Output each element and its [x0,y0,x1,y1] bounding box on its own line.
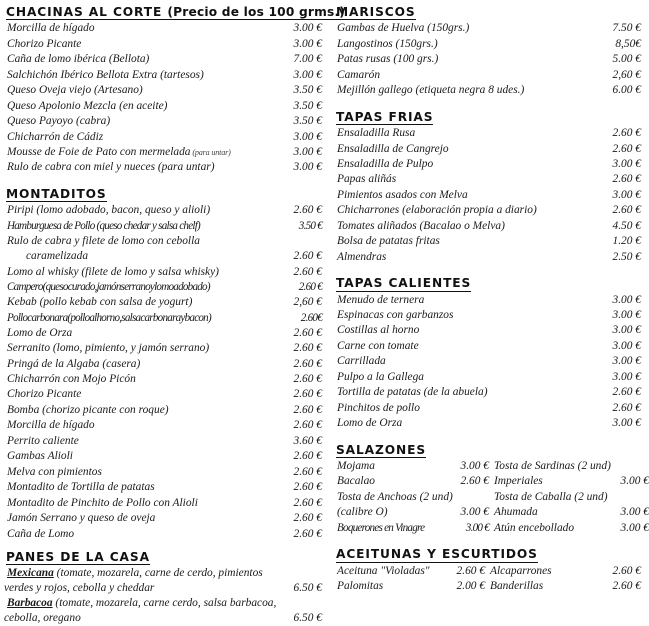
menu-item-price: 2.60 € [612,401,641,414]
menu-item-row [334,505,489,520]
menu-item-row [487,579,641,594]
menu-item-price: 3.50 € [293,99,322,112]
menu-item-price: 2.60 € [293,403,322,416]
menu-item-name: Ensaladilla de Cangrejo [337,142,449,155]
menu-item-name: Palomitas [337,580,384,593]
section-title-text: TAPAS FRIAS [336,109,434,124]
menu-item-row-continuation [4,611,322,626]
menu-item-row [491,459,649,474]
menu-item-price: 2.60 € [460,475,489,488]
menu-item-name: Mejillón gallego (etiqueta negra 8 udes.) [337,84,525,97]
section-panes [4,548,322,626]
menu-item-name: Montadito de Tortilla de patatas [7,481,155,494]
menu-item-name: Menudo de ternera [337,293,425,306]
menu-item-price: 2.50 € [612,250,641,263]
menu-item-price: 2.60 € [612,580,641,593]
menu-item-row [4,234,322,249]
item-list-salazones-right [491,459,649,536]
menu-item-price: 2.60 € [293,481,322,494]
menu-item-name-highlight: Mexicana [7,567,54,580]
menu-item-name: Kebab (pollo kebab con salsa de yogurt) [7,296,193,309]
menu-item-price: 3.00 € [612,417,641,430]
menu-item-name: Pollocarbonara(polloalhorno,salsacarbonaraybacon) [7,311,211,324]
menu-item-row [334,188,641,203]
menu-item-name: Tosta de Anchoas (2 und) [337,490,453,503]
aceitunas-left [334,564,485,595]
menu-item-row [4,203,322,218]
section-tapas-frias [334,108,641,265]
menu-item-price: 1.20 € [612,235,641,248]
menu-item-row [4,465,322,480]
menu-item-name: (calibre O) [337,506,388,519]
menu-item-name [4,596,276,611]
menu-item-row [4,280,322,295]
menu-item-name: Gambas de Huelva (150grs.) [337,22,470,35]
menu-item-price: 2.60 € [293,265,322,278]
menu-item-row [334,401,641,416]
menu-item-row [334,354,641,369]
menu-item-price: 3.60 € [293,434,322,447]
menu-item-row [4,311,322,326]
menu-item-name: Camarón [337,68,381,81]
section-mariscos [334,3,641,99]
menu-item-name: Pulpo a la Gallega [337,370,425,383]
menu-item-row [334,68,641,83]
menu-item-name: Costillas al horno [337,324,420,337]
menu-item-price: 3.00 € [293,161,322,174]
menu-item-row [4,68,322,83]
menu-item-row [491,521,649,536]
item-list-tapas-calientes [334,293,641,432]
menu-item-name: Bacalao [337,475,375,488]
menu-item-name: Tosta de Sardinas (2 und) [494,459,611,472]
menu-item-row [4,341,322,356]
menu-item-name: Chorizo Picante [7,388,82,401]
menu-item-name: Serranito (lomo, pimiento, y jamón serrano) [7,342,210,355]
menu-item-row [334,521,489,536]
menu-item-price: 6.00 € [612,84,641,97]
menu-item-row [4,83,322,98]
item-list-chacinas [4,21,322,176]
menu-item-row [491,474,649,489]
menu-item-name: Caña de lomo ibérica (Bellota) [7,53,150,66]
menu-item-description-line1: (tomate, mozarela, carne de cerdo, pimientos [53,567,263,580]
menu-item-name: Espinacas con garbanzos [337,308,454,321]
menu-item-price: 8,50€ [615,37,641,50]
menu-item-row [4,219,322,234]
section-title-montaditos [6,187,107,202]
item-list-panes [4,566,322,625]
item-list-salazones-left [334,459,489,536]
menu-item-price: 5.00 € [612,53,641,66]
section-title-text: SALAZONES [336,442,427,457]
menu-item-row [334,579,485,594]
menu-item-row [334,474,489,489]
menu-item-name: Queso Oveja viejo (Artesano) [7,84,143,97]
right-column [326,3,649,593]
menu-item-row [4,295,322,310]
section-title-mariscos [336,5,416,20]
menu-item-row [334,126,641,141]
menu-item-name: Aceituna "Violadas" [337,564,430,577]
menu-item-name: Jamón Serrano y queso de oveja [7,512,156,525]
menu-item-price: 3.50 € [293,115,322,128]
menu-item-name: Rulo de cabra con miel y nueces (para untar) [7,161,215,174]
menu-item-name: Montadito de Pinchito de Pollo con Alioli [7,496,198,509]
menu-item-price: 2.60 € [293,465,322,478]
menu-item-price: 3.00 € [612,370,641,383]
item-list-montaditos [4,203,322,542]
menu-item-price: 3.50 € [293,84,322,97]
menu-item-row [334,157,641,172]
menu-item-price: 2.60 € [293,250,322,263]
menu-item-name: Ensaladilla Rusa [337,127,416,140]
menu-item-name: Chorizo Picante [7,37,82,50]
menu-item-row [4,596,322,611]
menu-item-name: Atún encebollado [494,521,575,534]
section-title-aceitunas [336,547,538,562]
menu-item-name: Almendras [337,250,387,263]
menu-item-row [334,459,489,474]
menu-item-row [4,21,322,36]
menu-item-row [4,449,322,464]
menu-item-price: 3.00 € [293,68,322,81]
menu-item-price: 2.60 € [293,450,322,463]
menu-item-note: (para untar) [190,148,231,158]
aceitunas-columns [334,564,641,595]
menu-item-price: 2,60 € [293,296,322,309]
menu-item-name: Pinchitos de pollo [337,401,420,414]
menu-item-price: 2.60 € [612,386,641,399]
menu-item-price: 2.60€ [300,311,322,324]
menu-item-name [4,566,264,581]
menu-item-row [4,527,322,542]
menu-item-name: Tortilla de patatas (de la abuela) [337,386,488,399]
salazones-columns [334,459,649,536]
menu-item-price: 2.60 € [612,142,641,155]
menu-item-price: 3.00 € [612,293,641,306]
menu-item-name: Hamburguesa de Pollo (queso chedar y salsa chelf) [7,219,200,232]
menu-item-row [334,142,641,157]
menu-item-name: Morcilla de hígado [7,22,95,35]
menu-item-price: 6.50 € [293,611,322,624]
menu-item-name: Patas rusas (100 grs.) [337,53,439,66]
menu-item-row [4,37,322,52]
item-list-aceitunas-right [487,564,641,595]
menu-item-row [487,564,641,579]
menu-item-row [334,52,641,67]
menu-item-row [334,293,641,308]
menu-item-name: Lomo de Orza [7,326,73,339]
menu-item-name: Chicharrón con Mojo Picón [7,373,136,386]
menu-item-price: 2.60 € [293,388,322,401]
menu-item-row [334,490,489,505]
menu-item-name: Piripi (lomo adobado, bacon, queso y alioli) [7,204,211,217]
menu-item-name: Chicharrón de Cádiz [7,130,104,143]
menu-item-row [334,234,641,249]
menu-item-name-highlight: Barbacoa [7,597,53,610]
menu-item-name: Langostinos (150grs.) [337,37,438,50]
menu-item-name: Tomates aliñados (Bacalao o Melva) [337,219,505,232]
menu-item-name: Bomba (chorizo picante con roque) [7,403,169,416]
menu-item-row [4,496,322,511]
menu-item-row-continuation [4,581,322,596]
section-title-text: ACEITUNAS Y ESCURTIDOS [336,547,538,562]
menu-item-name: Lomo de Orza [337,417,403,430]
menu-item-row [334,416,641,431]
menu-item-row [4,357,322,372]
salazones-right [489,459,649,536]
menu-item-row [4,418,322,433]
menu-item-name: Alcaparrones [490,564,552,577]
menu-item-description-line2: verdes y rojos, cebolla y cheddar [4,582,155,595]
section-title-tapas-frias [336,110,433,125]
section-title-chacinas [6,5,345,20]
menu-item-price: 2.60 € [293,527,322,540]
menu-item-price: 2.60 € [298,281,322,294]
menu-item-name: Carne con tomate [337,339,419,352]
menu-item-row [491,505,649,520]
menu-item-row [4,326,322,341]
menu-item-price: 2.60 € [293,419,322,432]
menu-item-price: 3.00 € [293,130,322,143]
menu-item-name: Morcilla de hígado [7,419,95,432]
menu-item-price: 3.00 € [460,506,489,519]
menu-item-row [4,403,322,418]
menu-item-row [491,490,649,505]
menu-item-name: Carrillada [337,355,386,368]
menu-item-row [334,250,641,265]
menu-item-price: 2,60 € [612,68,641,81]
section-chacinas [4,3,346,176]
aceitunas-right [485,564,641,595]
menu-item-row [334,564,485,579]
menu-item-row [4,145,322,160]
menu-item-price: 2.60 € [612,173,641,186]
menu-item-price: 2.60 € [293,204,322,217]
menu-item-price: 3.00 € [620,475,649,488]
item-list-tapas-frias [334,126,641,265]
menu-item-price: 3.00 € [293,37,322,50]
menu-item-price: 2.60 € [293,373,322,386]
menu-item-row [4,265,322,280]
menu-item-row [334,203,641,218]
menu-item-price: 2.60 € [293,326,322,339]
section-title-tapas-calientes [336,276,471,291]
menu-item-price: 3.00 € [612,355,641,368]
menu-item-price: 3.00 € [612,188,641,201]
menu-item-name: Caña de Lomo [7,527,75,540]
section-title-salazones [336,443,426,458]
menu-item-row [4,114,322,129]
menu-item-name: Tosta de Caballa (2 und) [494,490,608,503]
menu-item-name: Campero(quesocurado,jamónserranoylomoadobado) [7,281,210,294]
menu-item-row [334,370,641,385]
menu-item-price: 2.60 € [293,512,322,525]
menu-item-row [4,480,322,495]
menu-item-name: caramelizada [26,250,89,263]
menu-item-name: Gambas Alioli [7,450,73,463]
menu-item-name: Pringá de la Algaba (casera) [7,357,141,370]
section-title-text: TAPAS CALIENTES [336,276,472,291]
menu-item-price: 3.00 € [612,324,641,337]
item-list-aceitunas-left [334,564,485,595]
menu-item-row [334,83,641,98]
menu-item-row [334,308,641,323]
menu-item-row [334,37,641,52]
menu-item-price: 2.60 € [293,496,322,509]
item-list-mariscos [334,21,641,98]
menu-item-price: 2.60 € [612,564,641,577]
menu-item-row [334,219,641,234]
menu-item-row [334,323,641,338]
section-subtitle-text: (Precio de los 100 grms.) [167,5,346,19]
menu-item-name: Melva con pimientos [7,465,102,478]
left-column [4,3,346,624]
menu-item-price: 2.60 € [293,342,322,355]
section-title-panes [6,550,150,565]
menu-item-name: Mojama [337,459,375,472]
menu-item-price: 2.60 € [612,127,641,140]
menu-item-price: 3.00 € [620,521,649,534]
menu-item-name: Lomo al whisky (filete de lomo y salsa whisky) [7,265,219,278]
menu-item-row [334,339,641,354]
menu-item-price: 7.00 € [293,53,322,66]
menu-item-price: 3.00 € [293,146,322,159]
menu-item-name: Perrito caliente [7,434,79,447]
menu-item-price: 6.50 € [293,582,322,595]
menu-item-name: Queso Payoyo (cabra) [7,115,111,128]
menu-item-row [4,387,322,402]
menu-item-price: 7.50 € [612,22,641,35]
menu-item-description-line2: cebolla, oregano [4,611,81,624]
menu-item-price: 3.00 € [293,22,322,35]
menu-item-name: Mousse de Foie de Pato con mermelada (para untar) [7,146,231,159]
menu-item-price: 2.60 € [612,204,641,217]
menu-item-name: Queso Apolonio Mezcla (en aceite) [7,99,168,112]
section-title-text: MARISCOS [336,5,416,19]
menu-item-name: Ensaladilla de Pulpo [337,157,434,170]
section-title-text: PANES DE LA CASA [6,550,150,565]
menu-item-name: Imperiales [494,475,543,488]
menu-item-row [334,21,641,36]
menu-item-name: Banderillas [490,580,544,593]
menu-item-price: 2.00 € [456,580,486,593]
menu-item-row [4,99,322,114]
menu-item-price: 2.60 € [456,564,486,577]
menu-item-price: 3.00 € [612,308,641,321]
menu-item-name: Rulo de cabra y filete de lomo con cebolla [7,234,200,247]
menu-item-price: 3.00 € [465,521,489,534]
section-aceitunas [334,545,641,594]
menu-item-row [4,130,322,145]
menu-item-row [4,434,322,449]
menu-item-name: Ahumada [494,506,538,519]
section-tapas-calientes [334,274,641,431]
menu-item-price: 3.00 € [620,506,649,519]
menu-item-name: Boquerones en Vinagre [337,521,425,534]
menu-item-row [4,372,322,387]
menu-item-description-line1: (tomate, mozarela, carne cerdo, salsa barbacoa, [52,597,277,610]
menu-item-name: Bolsa de patatas fritas [337,235,440,248]
menu-item-row [4,249,322,264]
menu-item-price: 4.50 € [612,219,641,232]
menu-item-row [4,511,322,526]
salazones-left [334,459,489,536]
menu-item-name: Pimientos asados con Melva [337,188,468,201]
menu-item-price: 3.00 € [612,157,641,170]
menu-item-price: 3.00 € [460,459,489,472]
section-title-text: MONTADITOS [6,186,107,201]
menu-item-name: Chicharrones (elaboración propia a diario) [337,204,537,217]
menu-item-name: Papas aliñás [337,173,397,186]
menu-item-price: 2.60 € [293,357,322,370]
menu-item-row [334,172,641,187]
menu-item-price: 3.50 € [298,219,322,232]
section-salazones [334,441,649,537]
menu-item-price: 3.00 € [612,339,641,352]
menu-item-row [4,160,322,175]
menu-item-row [4,52,322,67]
section-montaditos [4,185,322,542]
section-title-text: CHACINAS AL CORTE [6,5,163,19]
menu-item-row [334,385,641,400]
menu-item-name: Salchichón Ibérico Bellota Extra (tartesos) [7,68,204,81]
menu-item-row [4,566,322,581]
